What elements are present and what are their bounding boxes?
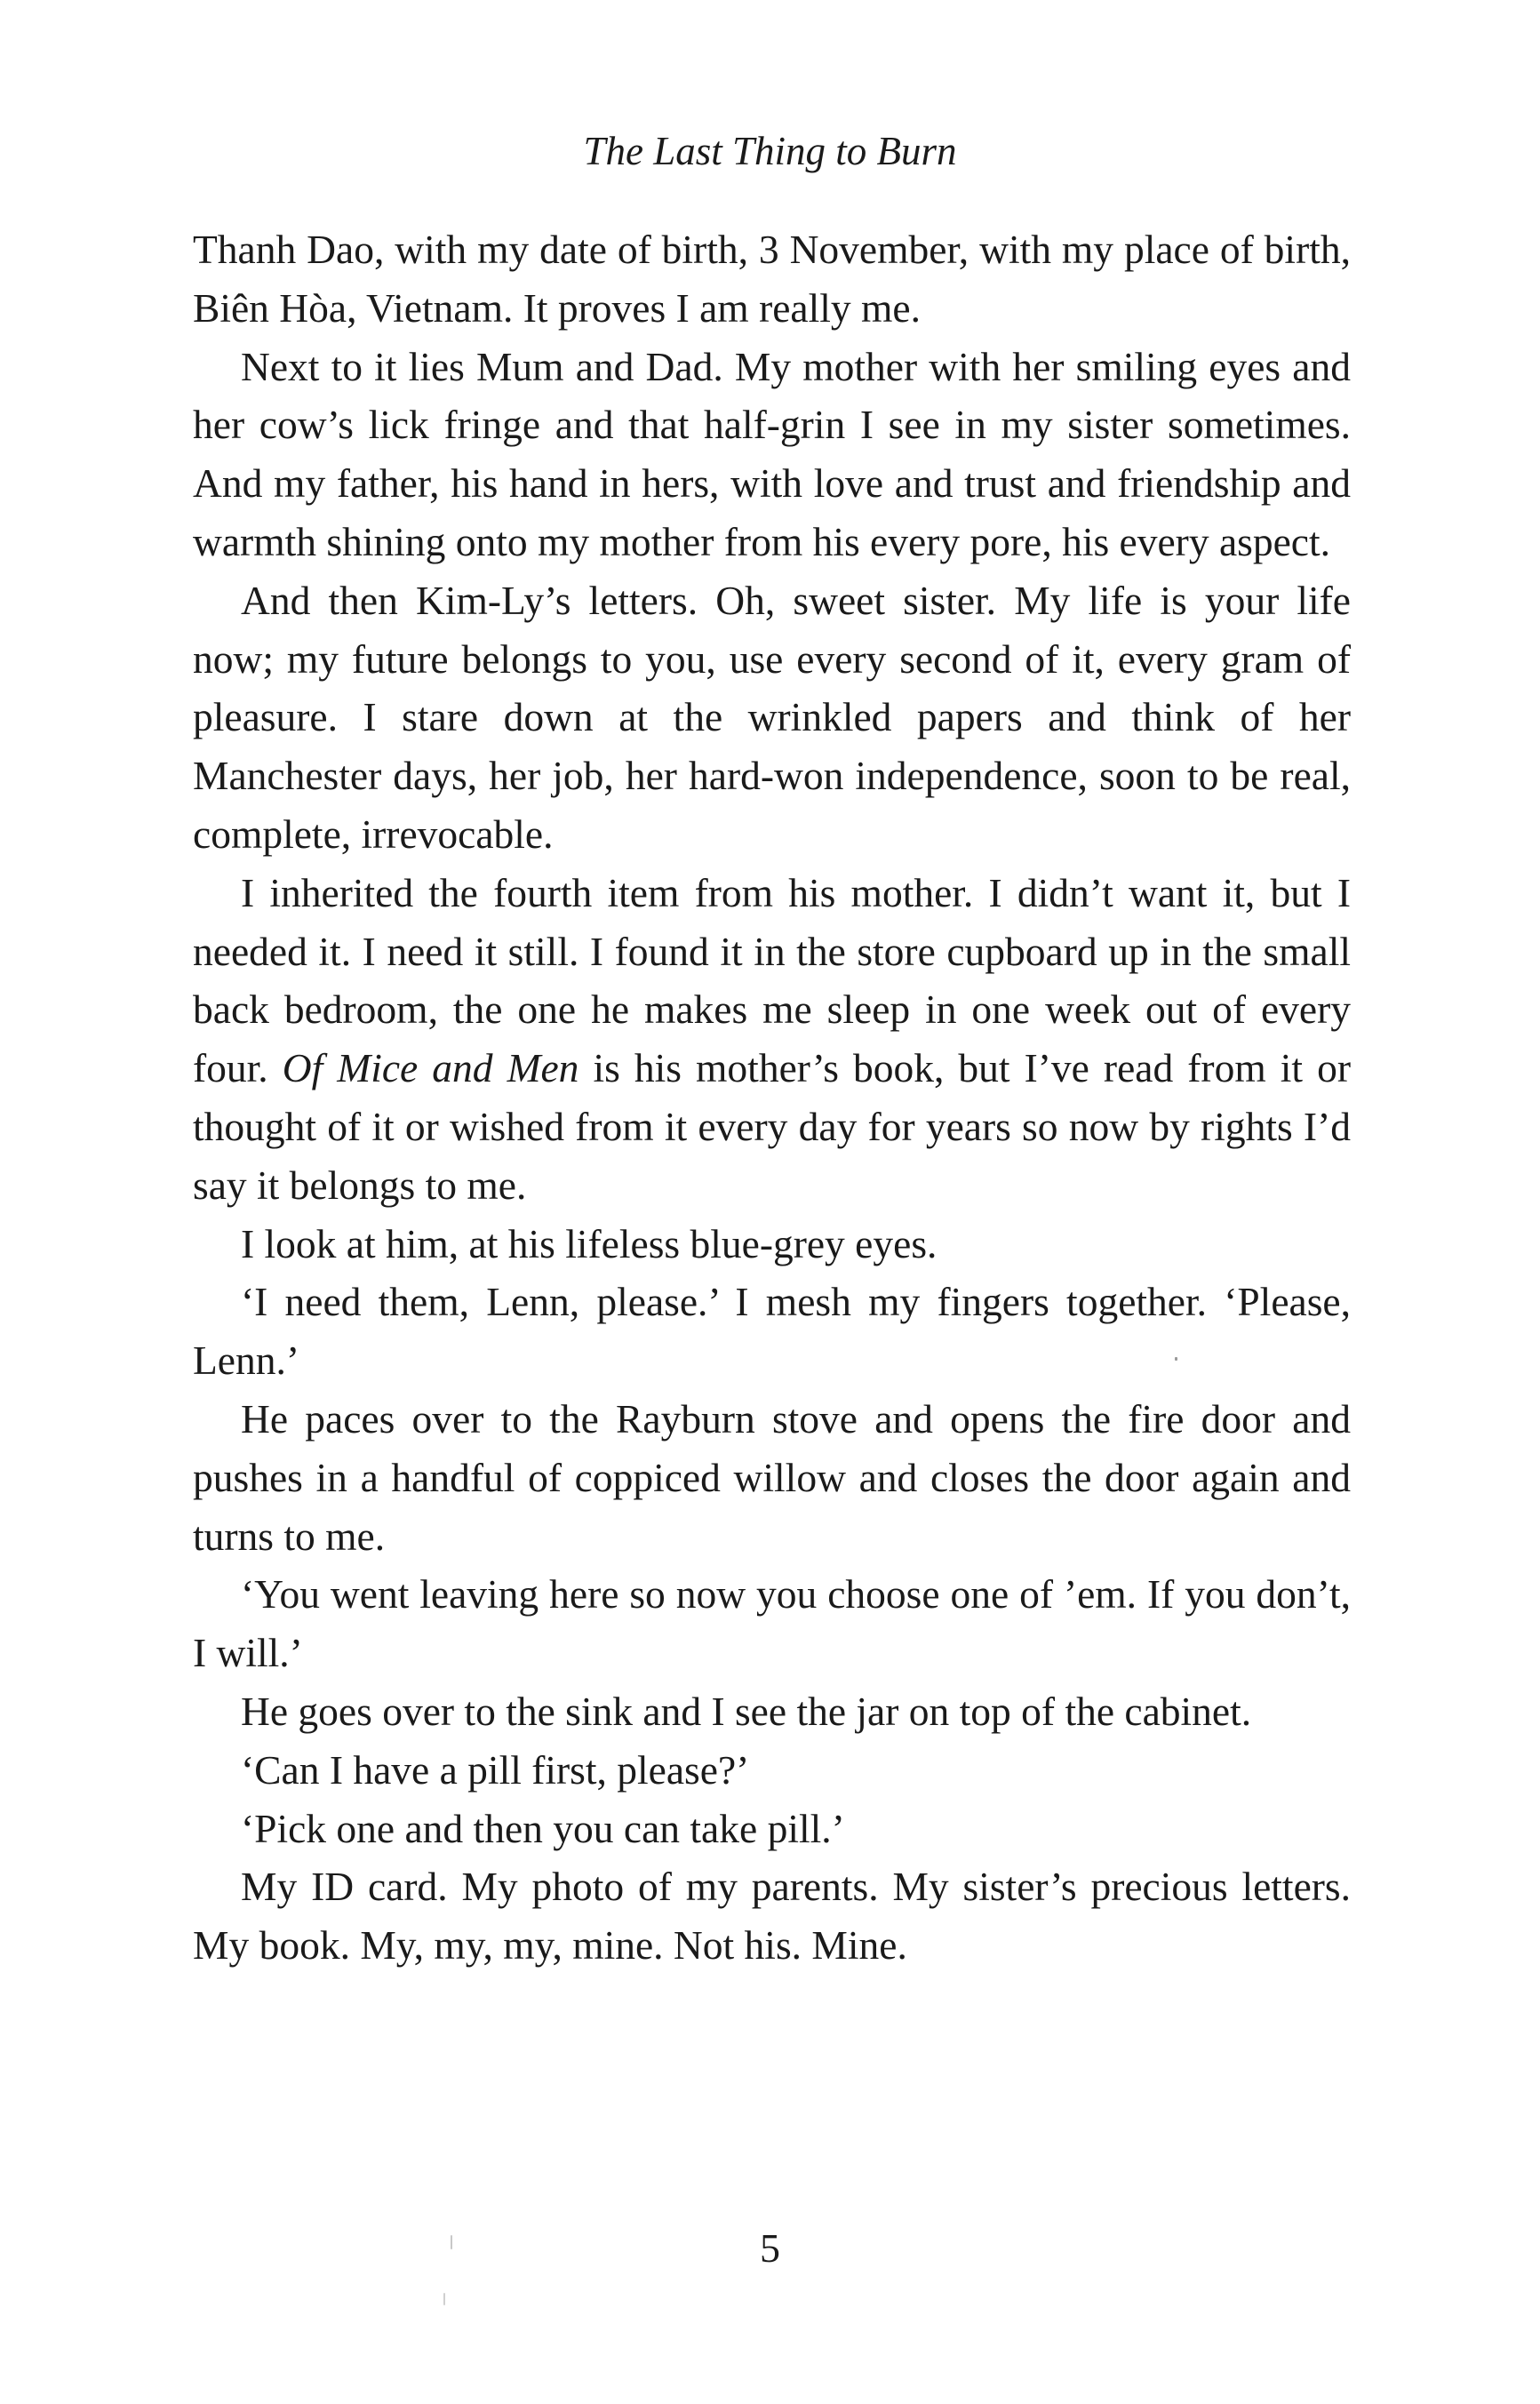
- running-head: The Last Thing to Burn: [583, 129, 957, 173]
- paragraph-8: ‘You went leaving here so now you choose one of ’em. If you don’t, I will.’: [193, 1571, 1351, 1676]
- paragraph-1: Thanh Dao, with my date of birth, 3 November, with my place of birth, Biên Hòa, Vietnam. It proves I am really me.: [193, 227, 1351, 331]
- paragraph-4-text-after: is his mother’s book, but I’ve read from it or thought of it or wished from it every day for years so now by rights I’d say it belongs to me.: [193, 1045, 1352, 1208]
- paragraph-6: ‘I need them, Lenn, please.’ I mesh my fingers together. ‘Please, Lenn.’: [193, 1279, 1351, 1384]
- book-title-italic: Of Mice and Men: [282, 1045, 579, 1091]
- paragraph-11: ‘Pick one and then you can take pill.’: [241, 1805, 845, 1851]
- paragraph-7: He paces over to the Rayburn stove and opens the fire door and pushes in a handful of coppiced willow and closes the door again and turns to me.: [193, 1395, 1351, 1559]
- paragraph-2: Next to it lies Mum and Dad. My mother with her smiling eyes and her cow’s lick fringe and that half-grin I see in my sister sometimes. And my father, his hand in hers, with love and trust and friendship and warmth shining onto my mother from his every pore, his every aspect.: [193, 343, 1351, 564]
- page-number: 5: [760, 2225, 780, 2271]
- paragraph-5: I look at him, at his lifeless blue-grey eyes.: [241, 1220, 938, 1266]
- paragraph-12: My ID card. My photo of my parents. My sister’s precious letters. My book. My, my, my, mine. Not his. Mine.: [193, 1864, 1351, 1969]
- paragraph-10: ‘Can I have a pill first, please?’: [241, 1746, 750, 1793]
- paragraph-3: And then Kim-Ly’s letters. Oh, sweet sister. My life is your life now; my future belongs to you, use every second of it, every gram of pleasure. I stare down at the wrinkled papers and think of her Manchester days, her job, her hard-won independence, soon to be real, complete, irrevocable.: [193, 577, 1351, 857]
- scan-speck: [451, 2235, 452, 2249]
- body-text: [193, 220, 1351, 1975]
- scan-speck: [443, 2293, 445, 2305]
- paragraph-9: He goes over to the sink and I see the jar on top of the cabinet.: [241, 1688, 1252, 1734]
- paragraph-4-text-before: I inherited the fourth item from his mother. I didn’t want it, but I needed it. I need it still. I found it in the store cupboard up in the small back bedroom, the one he makes me sleep in one week out of every four.: [193, 869, 1351, 1091]
- scan-speck: [1175, 1357, 1177, 1361]
- paragraph-4: [193, 864, 1351, 1215]
